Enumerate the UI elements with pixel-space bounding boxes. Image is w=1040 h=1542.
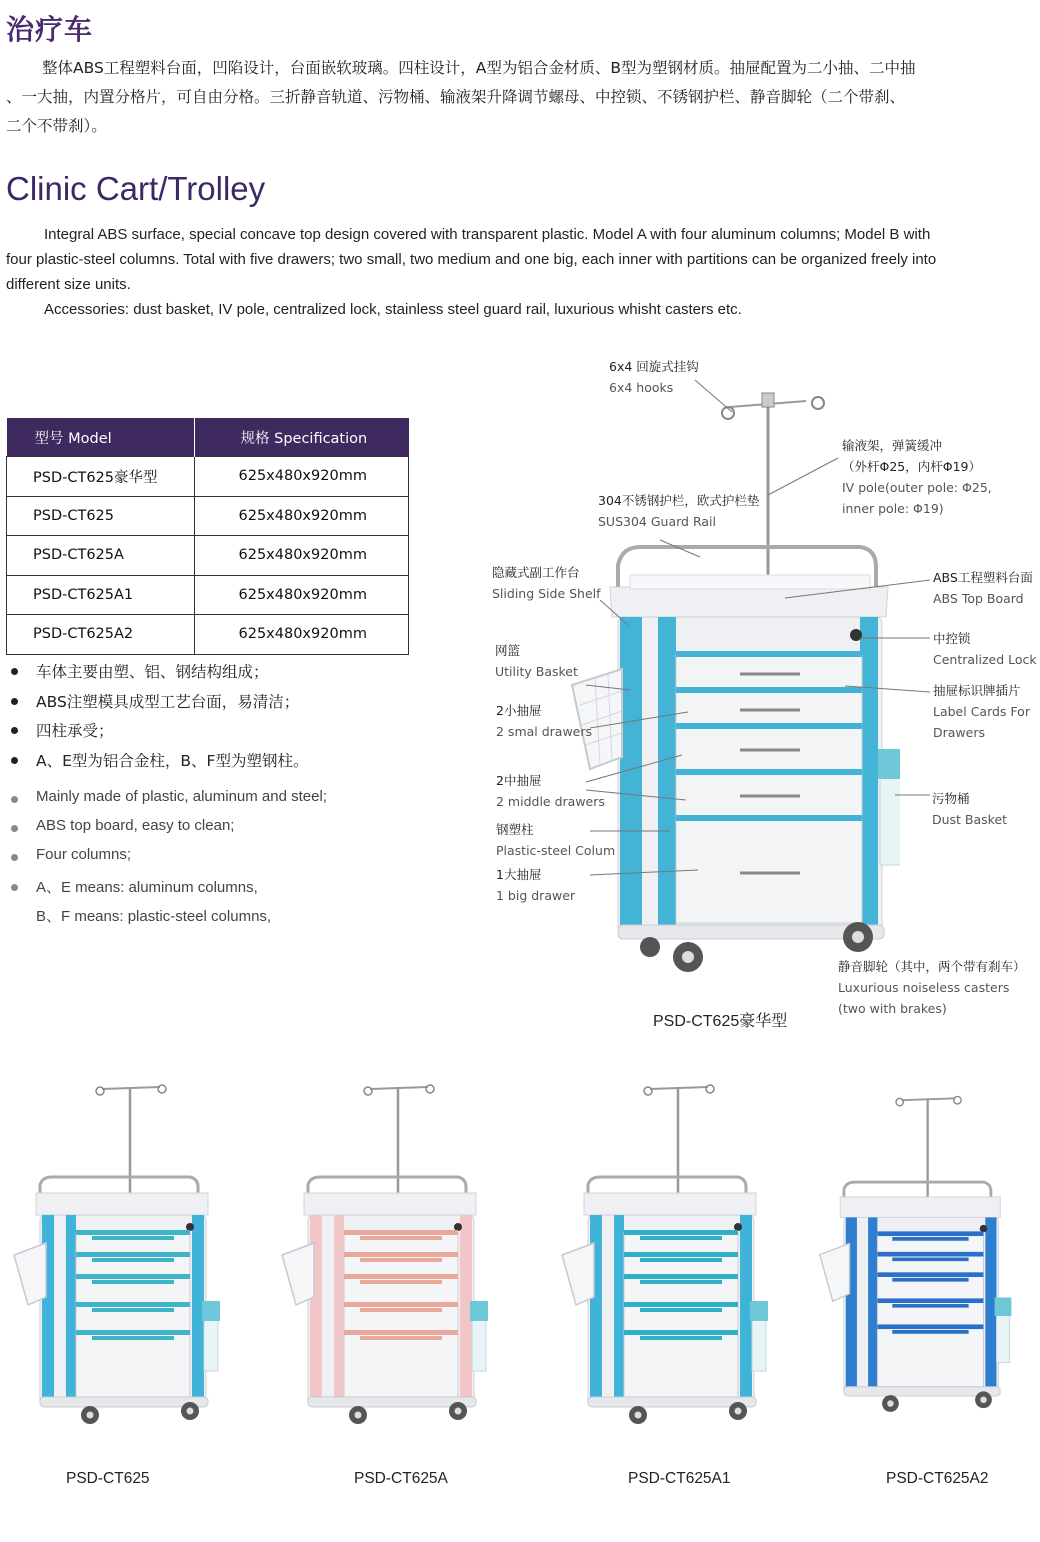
list-item: ABS注塑模具成型工艺台面，易清洁； xyxy=(8,690,308,720)
variant-card xyxy=(558,1075,788,1515)
variant-gallery xyxy=(10,1075,1030,1515)
callout-en: 2 smal drawers xyxy=(496,724,593,739)
callout-cn: 304不锈钢护栏，欧式护栏垫 xyxy=(598,493,760,508)
callout-cn: 网篮 xyxy=(495,643,521,658)
table-row xyxy=(7,536,409,576)
list-item: A、E means: aluminum columns, xyxy=(8,876,327,905)
callout-en: 1 big drawer xyxy=(496,888,576,903)
callout-cn: 2小抽屉 xyxy=(496,703,542,718)
callout-en: Drawers xyxy=(933,725,985,740)
callout-cn: 6x4 回旋式挂钩 xyxy=(609,359,699,374)
table-row xyxy=(7,575,409,615)
model-cell: PSD-CT625A1 xyxy=(7,575,195,615)
spec-table-header xyxy=(7,418,409,457)
spec-cell: 625x480x920mm xyxy=(194,536,409,576)
en-paragraph xyxy=(6,222,996,322)
model-cell: PSD-CT625A xyxy=(7,536,195,576)
spec-table xyxy=(6,418,409,655)
header-model: 型号 Model xyxy=(7,418,195,457)
callout-side-shelf xyxy=(492,562,601,604)
callout-column xyxy=(496,819,615,861)
en-title: Clinic Cart/Trolley xyxy=(6,170,266,207)
variant-caption: PSD-CT625A xyxy=(354,1470,448,1487)
model-cell: PSD-CT625豪华型 xyxy=(7,457,195,497)
callout-middle-drawers xyxy=(496,770,605,812)
cn-paragraph-line: 整体ABS工程塑料台面，凹陷设计，台面嵌软玻璃。四柱设计，A型为铝合金材质、B型为塑钢材质。抽屉配置为二小抽、二中抽 xyxy=(42,59,916,77)
features-cn-list xyxy=(8,660,308,778)
en-paragraph-line: Integral ABS surface, special concave top design covered with transparent plastic. Model A with four aluminum columns; Model B with xyxy=(44,226,931,243)
variant-cart-image xyxy=(278,1075,508,1425)
en-paragraph-line: four plastic-steel columns. Total with five drawers; two small, two medium and one big, each inner with partitions can be organized freely into xyxy=(6,251,937,268)
variant-cart-image xyxy=(10,1075,240,1425)
callout-hooks xyxy=(609,356,699,398)
variant-caption: PSD-CT625A2 xyxy=(886,1470,989,1487)
callout-iv-pole xyxy=(842,435,992,519)
callout-cn: 抽屉标识牌插片 xyxy=(933,683,1021,698)
table-row xyxy=(7,496,409,536)
callout-lock xyxy=(933,628,1037,670)
en-paragraph-line: different size units. xyxy=(6,276,131,293)
callout-en: Label Cards For xyxy=(933,704,1030,719)
callout-cn: 中控锁 xyxy=(933,631,971,646)
accessories-line: Accessories: dust basket, IV pole, centralized lock, stainless steel guard rail, luxurious whisht casters etc. xyxy=(44,301,742,318)
model-cell: PSD-CT625A2 xyxy=(7,615,195,655)
variant-card xyxy=(278,1075,508,1515)
callout-en: Luxurious noiseless casters xyxy=(838,980,1010,995)
features-en-list xyxy=(8,788,327,934)
callout-en: IV pole(outer pole: Φ25, xyxy=(842,480,992,495)
callout-big-drawer xyxy=(496,864,575,906)
callout-casters xyxy=(838,956,1026,1019)
callout-en: SUS304 Guard Rail xyxy=(598,514,716,529)
callout-top-board xyxy=(933,567,1033,609)
cn-title: 治疗车 xyxy=(6,13,94,46)
callout-en: Centralized Lock xyxy=(933,652,1037,667)
variant-card xyxy=(816,1075,1030,1515)
callout-cn: 污物桶 xyxy=(932,791,970,806)
spec-cell: 625x480x920mm xyxy=(194,457,409,497)
spec-cell: 625x480x920mm xyxy=(194,615,409,655)
list-item: 四柱承受； xyxy=(8,719,308,749)
callout-en: (two with brakes) xyxy=(838,1001,947,1016)
list-item: A、E型为铝合金柱，B、F型为塑钢柱。 xyxy=(8,749,308,779)
callout-cn: 1大抽屉 xyxy=(496,867,542,882)
callout-small-drawers xyxy=(496,700,592,742)
callout-en: 6x4 hooks xyxy=(609,380,674,395)
callout-en: 2 middle drawers xyxy=(496,794,605,809)
variant-cart-image xyxy=(558,1075,788,1425)
callout-dust-basket xyxy=(932,788,1007,830)
callout-en: inner pole: Φ19) xyxy=(842,501,944,516)
callout-en: Plastic-steel Colum xyxy=(496,843,616,858)
main-cart-caption: PSD-CT625豪华型 xyxy=(653,1013,788,1030)
list-item: ABS top board, easy to clean; xyxy=(8,817,327,846)
callout-cn: 钢塑柱 xyxy=(496,822,534,837)
callout-en: ABS Top Board xyxy=(933,591,1024,606)
callout-cn: 输液架，弹簧缓冲 xyxy=(842,438,943,453)
model-cell: PSD-CT625 xyxy=(7,496,195,536)
variant-caption: PSD-CT625 xyxy=(66,1470,150,1487)
callout-en: Utility Basket xyxy=(495,664,578,679)
variant-cart-image xyxy=(816,1075,1030,1425)
callout-guard-rail xyxy=(598,490,759,532)
callout-en: Dust Basket xyxy=(932,812,1008,827)
cn-paragraph xyxy=(6,54,991,141)
spec-cell: 625x480x920mm xyxy=(194,496,409,536)
variant-card xyxy=(10,1075,240,1515)
spec-cell: 625x480x920mm xyxy=(194,575,409,615)
list-item: Mainly made of plastic, aluminum and steel; xyxy=(8,788,327,817)
table-row xyxy=(7,615,409,655)
variant-caption: PSD-CT625A1 xyxy=(628,1470,731,1487)
header-specification: 规格 Specification xyxy=(194,418,409,457)
callout-basket xyxy=(495,640,578,682)
list-item: B、F means: plastic-steel columns, xyxy=(36,907,272,925)
callout-cn: 静音脚轮（其中，两个带有刹车） xyxy=(838,959,1026,974)
list-item: Four columns; xyxy=(8,846,327,875)
callout-cn: 2中抽屉 xyxy=(496,773,542,788)
callout-en: Sliding Side Shelf xyxy=(492,586,601,601)
cn-paragraph-line: 、一大抽，内置分格片，可自由分格。三折静音轨道、污物桶、输液架升降调节螺母、中控锁、不锈钢护栏、静音脚轮（二个带刹、 xyxy=(6,88,906,106)
callout-label-cards xyxy=(933,680,1030,743)
cn-paragraph-line: 二个不带刹）。 xyxy=(6,117,107,135)
list-item: 车体主要由塑、铝、钢结构组成； xyxy=(8,660,308,690)
callout-cn: （外杆Φ25，内杆Φ19） xyxy=(842,459,981,474)
callout-cn: ABS工程塑料台面 xyxy=(933,570,1033,585)
table-row xyxy=(7,457,409,497)
callout-cn: 隐藏式副工作台 xyxy=(492,565,580,580)
